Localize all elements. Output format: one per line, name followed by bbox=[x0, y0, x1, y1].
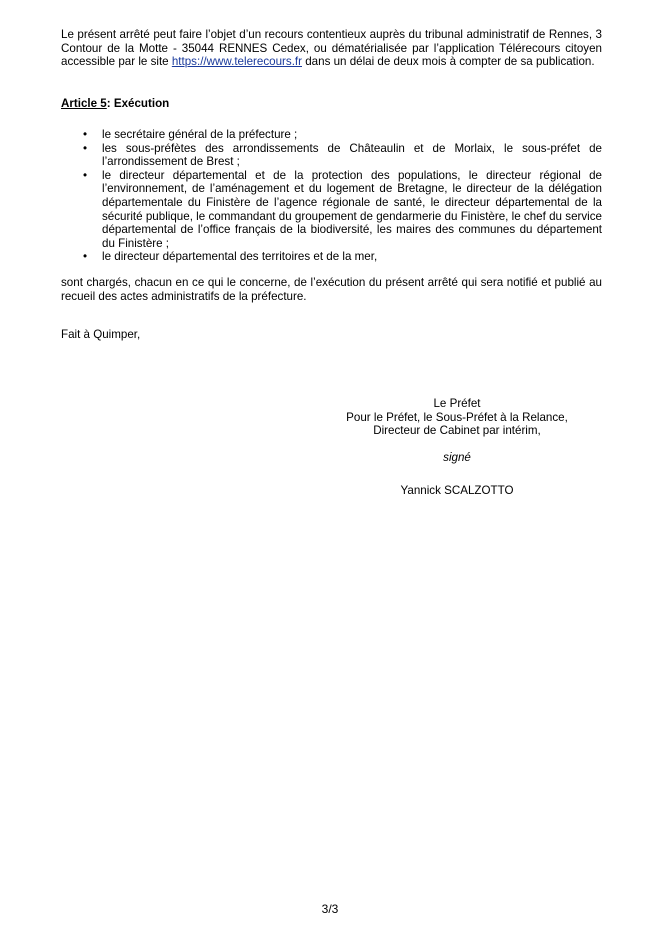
bullet-icon: • bbox=[83, 168, 88, 182]
list-item-text: le secrétaire général de la préfecture ; bbox=[102, 128, 298, 141]
article-heading bbox=[61, 97, 169, 111]
signature-delegation: Pour le Préfet, le Sous-Préfet à la Relance, bbox=[346, 410, 568, 424]
signature-block bbox=[330, 397, 584, 498]
list-item bbox=[83, 169, 602, 251]
bullet-icon: • bbox=[83, 250, 88, 264]
article-number: Article 5 bbox=[61, 97, 107, 110]
list-item bbox=[83, 250, 602, 264]
bullet-icon: • bbox=[83, 141, 88, 155]
signatory-name: Yannick SCALZOTTO bbox=[400, 484, 514, 498]
appeal-text-end: dans un délai de deux mois à compter de sa publication. bbox=[302, 55, 595, 69]
list-item-text: les sous-préfètes des arrondissements de Châteaulin et de Morlaix, le sous-préfet de l’arrondissement de Brest ; bbox=[102, 141, 602, 169]
signature-title: Le Préfet bbox=[433, 397, 481, 410]
telerecours-link[interactable]: https://www.telerecours.fr bbox=[171, 55, 302, 69]
execution-list bbox=[83, 128, 602, 264]
article-title: : Exécution bbox=[106, 97, 170, 110]
appeal-text-start: Le présent arrêté peut faire l’objet d’un recours contentieux auprès du tribunal administratif de Rennes, 3 Contour de la Motte - 35044 RENNES Cedex, ou dématérialisée par l’application Télérecours citoyen accessible par le site bbox=[61, 28, 602, 69]
conclusion-paragraph: sont chargés, chacun en ce qui le concerne, de l’exécution du présent arrêté qui sera notifié et publié au recueil des actes administratifs de la préfecture. bbox=[61, 276, 602, 303]
page-number: 3/3 bbox=[321, 902, 339, 916]
signed-mention: signé bbox=[443, 450, 471, 464]
appeal-paragraph bbox=[61, 28, 602, 69]
bullet-icon: • bbox=[83, 128, 88, 141]
list-item bbox=[83, 128, 602, 142]
list-item-text: le directeur départemental des territoires et de la mer, bbox=[102, 250, 378, 264]
list-item bbox=[83, 142, 602, 169]
place-line: Fait à Quimper, bbox=[61, 328, 141, 341]
signature-role: Directeur de Cabinet par intérim, bbox=[373, 424, 541, 438]
list-item-text: le directeur départemental et de la protection des populations, le directeur régional de l’environnement, de l’aménagement et du logement de Bretagne, le directeur de la délégation départementale du Finistère de l’agence régionale de santé, le directeur départemental de la sécurité publique, le commandant du groupement de gendarmerie du Finistère, le chef du service départemental de l’office français de la biodiversité, les maires des communes du département du Finistère ; bbox=[102, 168, 602, 250]
